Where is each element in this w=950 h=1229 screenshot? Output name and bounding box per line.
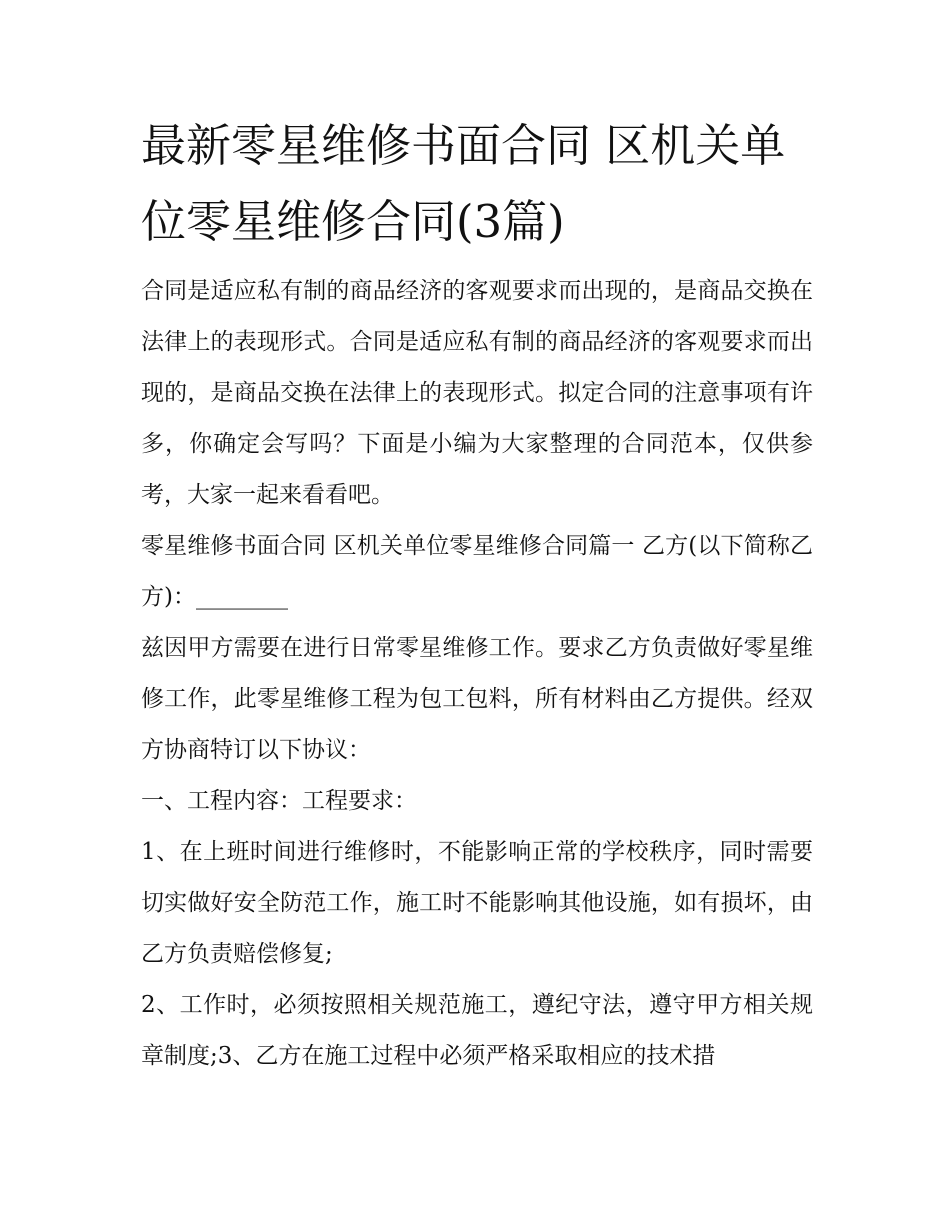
section-heading: 一、工程内容：工程要求：: [141, 788, 417, 814]
preamble-paragraph: 兹因甲方需要在进行日常零星维修工作。要求乙方负责做好零星维修工作，此零星维修工程为包工包料，所有材料由乙方提供。经双方协商特订以下协议：: [141, 635, 813, 763]
clause-2: 2、工作时，必须按照相关规范施工，遵纪守法，遵守甲方相关规章制度;3、乙方在施工过程中必须严格采取相应的技术措: [141, 992, 813, 1069]
document-title: 最新零星维修书面合同 区机关单位零星维修合同(3篇): [141, 119, 786, 248]
contract-heading-paragraph: 零星维修书面合同 区机关单位零星维修合同篇一 乙方(以下简称乙方)：________: [141, 533, 813, 610]
document-page: [141, 108, 813, 1082]
clause-1: 1、在上班时间进行维修时，不能影响正常的学校秩序，同时需要切实做好安全防范工作，施工时不能影响其他设施，如有损坏，由乙方负责赔偿修复;: [141, 839, 813, 967]
intro-paragraph: 合同是适应私有制的商品经济的客观要求而出现的，是商品交换在法律上的表现形式。合同是适应私有制的商品经济的客观要求而出现的，是商品交换在法律上的表现形式。拟定合同的注意事项有许多，你确定会写吗？下面是小编为大家整理的合同范本，仅供参考，大家一起来看看吧。: [141, 278, 813, 508]
